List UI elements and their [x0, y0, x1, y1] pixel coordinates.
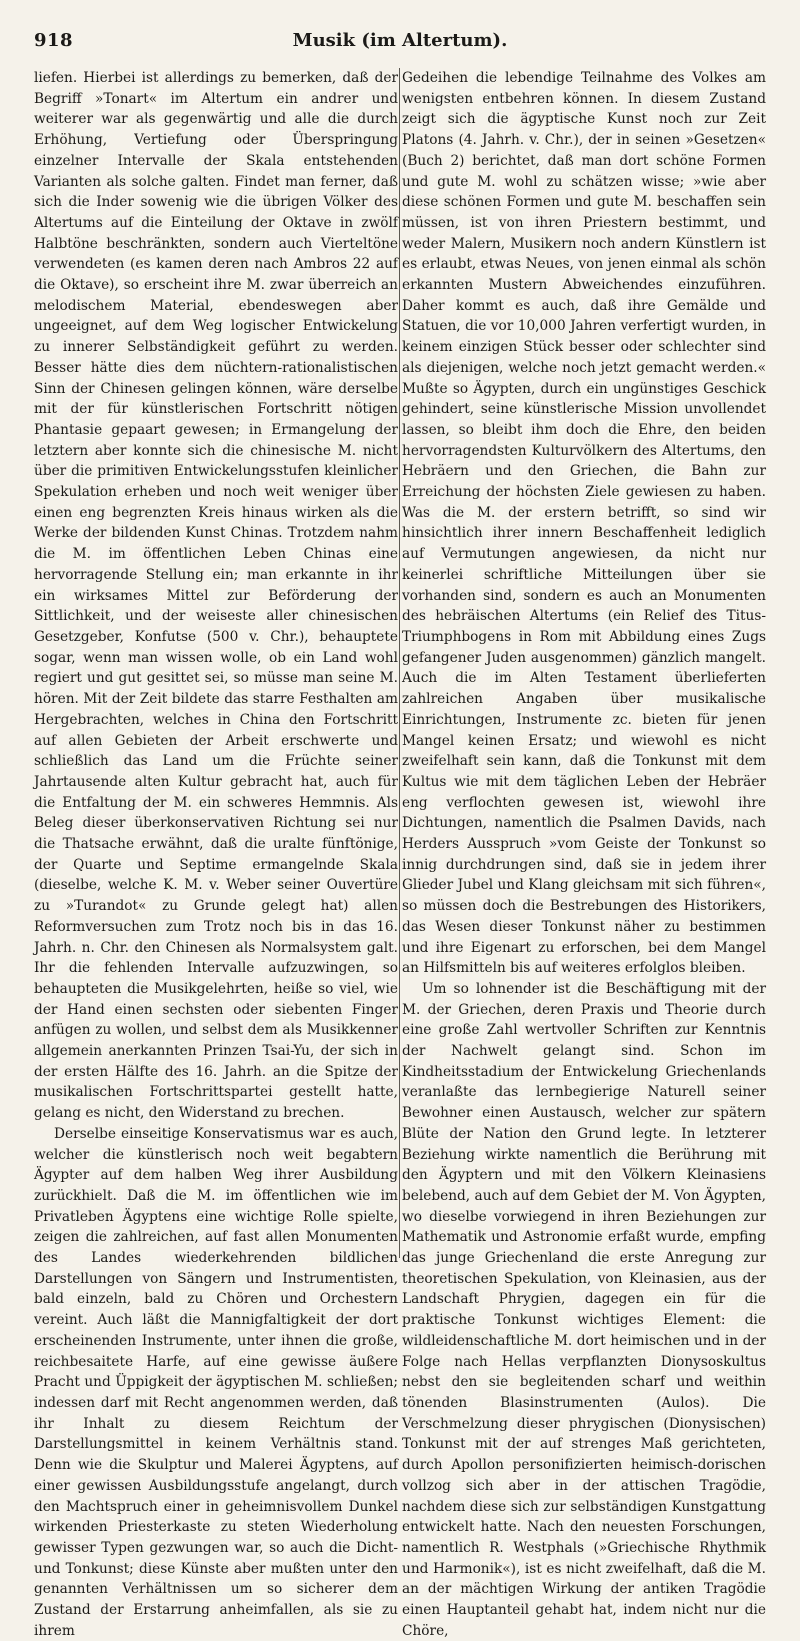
- page-header: [34, 12, 766, 52]
- right-column: [402, 68, 766, 1641]
- paragraph: Um so lohnender ist die Beschäftigung mit der M. der Griechen, deren Praxis und Theorie durch eine große Zahl wertvoller Schriften zur Kenntnis der Nachwelt gelangt sind. Schon im Kindheitsstadium der Entwickelung Griechenlands veranlaßte das lernbegierige Naturell seiner Bewohner einen Austausch, welcher zur spätern Blüte der Nation den Grund legte. In letzterer Beziehung wirkte namentlich die Berührung mit den Ägyptern und mit den Völkern Kleinasiens belebend, auch auf dem Gebiet der M. Von Ägypten, wo dieselbe vorwiegend in ihren Beziehungen zur Mathematik und Astronomie erfaßt wurde, empfing das junge Griechenland die erste Anregung zur theoretischen Spekulation, von Kleinasien, aus der Landschaft Phrygien, dagegen ein für die praktische Tonkunst wichtiges Element: die wildleidenschaftliche M. dort heimischen und in der Folge nach Hellas verpflanzten Dionysoskultus nebst den sie begleitenden scharf und weithin tönenden Blasinstrumenten (Aulos). Die Verschmelzung dieser phrygischen (Dionysischen) Tonkunst mit der auf strenges Maß gerichteten, durch Apollon personifizierten heimisch-dorischen vollzog sich aber in der attischen Tragödie, nachdem diese sich zur selbständigen Kunstgattung entwickelt hatte. Nach den neuesten Forschungen, namentlich R. Westphals (»Griechische Rhythmik und Harmonik«), ist es nicht zweifelhaft, daß die M. an der mächtigen Wirkung der antiken Tragödie einen Hauptanteil gehabt hat, indem nicht nur die Chöre,: [402, 980, 766, 1639]
- left-column: [34, 68, 398, 1641]
- page-number: 918: [34, 30, 74, 51]
- paragraph: Gedeihen die lebendige Teilnahme des Volkes am wenigsten entbehren können. In diesem Zustand zeigt sich die ägyptische Kunst noch zur Zeit Platons (4. Jahrh. v. Chr.), der in seinen »Gesetzen« (Buch 2) berichtet, daß man dort schöne Formen und gute M. wohl zu schätzen wisse; »wie aber diese schönen Formen und gute M. beschaffen sein müssen, ist von ihren Priestern bestimmt, und weder Malern, Musikern noch andern Künstlern ist es erlaubt, etwas Neues, von jenen einmal als schön erkannten Mustern Abweichendes einzuführen. Daher kommt es auch, daß ihre Gemälde und Statuen, die vor 10,000 Jahren verfertigt wurden, in keinem einzigen Stück besser oder schlechter sind als diejenigen, welche noch jetzt gemacht werden.« Mußte so Ägypten, durch ein ungünstiges Geschick gehindert, seine künstlerische Mission unvollendet lassen, so bleibt ihm doch die Ehre, den beiden hervorragendsten Kulturvölkern des Altertums, den Hebräern und den Griechen, die Bahn zur Erreichung der höchsten Ziele gewiesen zu haben. Was die M. der erstern betrifft, so sind wir hinsichtlich ihrer innern Beschaffenheit lediglich auf Vermutungen angewiesen, da nicht nur keinerlei schriftliche Mitteilungen über sie vorhanden sind, sondern es auch an Monumenten des hebräischen Altertums (ein Relief des Titus-Triumphbogens in Rom mit Abbildung eines Zugs gefangener Juden ausgenommen) gänzlich mangelt. Auch die im Alten Testament überlieferten zahlreichen Angaben über musikalische Einrichtungen, Instrumente zc. bieten für jenen Mangel keinen Ersatz; und wiewohl es nicht zweifelhaft sein kann, daß die Tonkunst mit dem Kultus wie mit dem täglichen Leben der Hebräer eng verflochten gewesen ist, wiewohl ihre Dichtungen, namentlich die Psalmen Davids, nach Herders Ausspruch »vom Geiste der Tonkunst so innig durchdrungen sind, daß sie in jedem ihrer Glieder Jubel und Klang gleichsam mit sich führen«, so müssen doch die Bestrebungen des Historikers, das Wesen dieser Tonkunst näher zu bestimmen und ihre Eigenart zu erforschen, bei dem Mangel an Hilfsmitteln bis auf weiteres erfolglos bleiben.: [402, 70, 766, 977]
- paragraph: liefen. Hierbei ist allerdings zu bemerken, daß der Begriff »Tonart« im Altertum ein andrer und weiterer war als gegenwärtig und alle die durch Erhöhung, Vertiefung oder Überspringung einzelner Intervalle der Skala entstehenden Varianten als solche galten. Findet man ferner, daß sich die Inder sowenig wie die übrigen Völker des Altertums auf die Einteilung der Oktave in zwölf Halbtöne beschränkten, sondern auch Vierteltöne verwendeten (es kamen deren nach Ambros 22 auf die Oktave), so erscheint ihre M. zwar überreich an melodischem Material, ebendeswegen aber ungeeignet, auf dem Weg logischer Entwickelung zu innerer Selbständigkeit geführt zu werden. Besser hätte dies dem nüchtern-rationalistischen Sinn der Chinesen gelingen können, wäre derselbe mit der für künstlerischen Fortschritt nötigen Phantasie gepaart gewesen; in Ermangelung der letztern aber konnte sich die chinesische M. nicht über die primitiven Entwickelungsstufen kleinlicher Spekulation erheben und noch weit weniger über einen eng begrenzten Kreis hinaus wirken als die Werke der bildenden Kunst Chinas. Trotzdem nahm die M. im öffentlichen Leben Chinas eine hervorragende Stellung ein; man erkannte in ihr ein wirksames Mittel zur Beförderung der Sittlichkeit, und der weiseste aller chinesischen Gesetzgeber, Konfutse (500 v. Chr.), behauptete sogar, wenn man wissen wolle, ob ein Land wohl regiert und gut gesittet sei, so müsse man seine M. hören. Mit der Zeit bildete das starre Festhalten am Hergebrachten, welches in China den Fortschritt auf allen Gebieten der Arbeit erschwerte und schließlich das Land um die Früchte seiner Jahrtausende alten Kultur gebracht hat, auch für die Entfaltung der M. ein schweres Hemmnis. Als Beleg dieser überkonservativen Richtung sei nur die Thatsache erwähnt, daß die uralte fünftönige, der Quarte und Septime ermangelnde Skala (dieselbe, welche K. M. v. Weber seiner Ouvertüre zu »Turandot« zu Grunde gelegt hat) allen Reformversuchen zum Trotz noch bis in das 16. Jahrh. n. Chr. den Chinesen als Normalsystem galt. Ihr die fehlenden Intervalle aufzuzwingen, so behaupteten die Musikgelehrten, heiße so viel, wie der Hand einen sechsten oder siebenten Finger anfügen zu wollen, und selbst dem als Musikkenner allgemein anerkannten Prinzen Tsai-Yu, der sich in der ersten Hälfte des 16. Jahrh. an die Spitze der musikalischen Fortschrittspartei gestellt hatte, gelang es nicht, den Widerstand zu brechen.: [34, 70, 398, 1122]
- running-title: Musik (im Altertum).: [292, 30, 508, 51]
- column-divider: [399, 68, 400, 1258]
- paragraph: Derselbe einseitige Konservatismus war es auch, welcher die künstlerisch noch weit begabtern Ägypter auf dem halben Weg ihrer Ausbildung zurückhielt. Daß die M. im öffentlichen wie im Privatleben Ägyptens eine wichtige Rolle spielte, zeigen die zahlreichen, auf fast allen Monumenten des Landes wiederkehrenden bildlichen Darstellungen von Sängern und Instrumentisten, bald einzeln, bald zu Chören und Orchestern vereint. Auch läßt die Mannigfaltigkeit der dort erscheinenden Instrumente, unter ihnen die große, reichbesaitete Harfe, auf eine gewisse äußere Pracht und Üppigkeit der ägyptischen M. schließen; indessen darf mit Recht angenommen werden, daß ihr Inhalt zu diesem Reichtum der Darstellungsmittel in keinem Verhältnis stand. Denn wie die Skulptur und Malerei Ägyptens, auf einer gewissen Ausbildungsstufe angelangt, durch den Machtspruch einer in geheimnisvollem Dunkel wirkenden Priesterkaste zu steten Wiederholung gewisser Typen gezwungen war, so auch die Dicht- und Tonkunst; diese Künste aber mußten unter den genannten Verhältnissen um so sicherer dem Zustand der Erstarrung anheimfallen, als sie zu ihrem: [34, 1125, 398, 1639]
